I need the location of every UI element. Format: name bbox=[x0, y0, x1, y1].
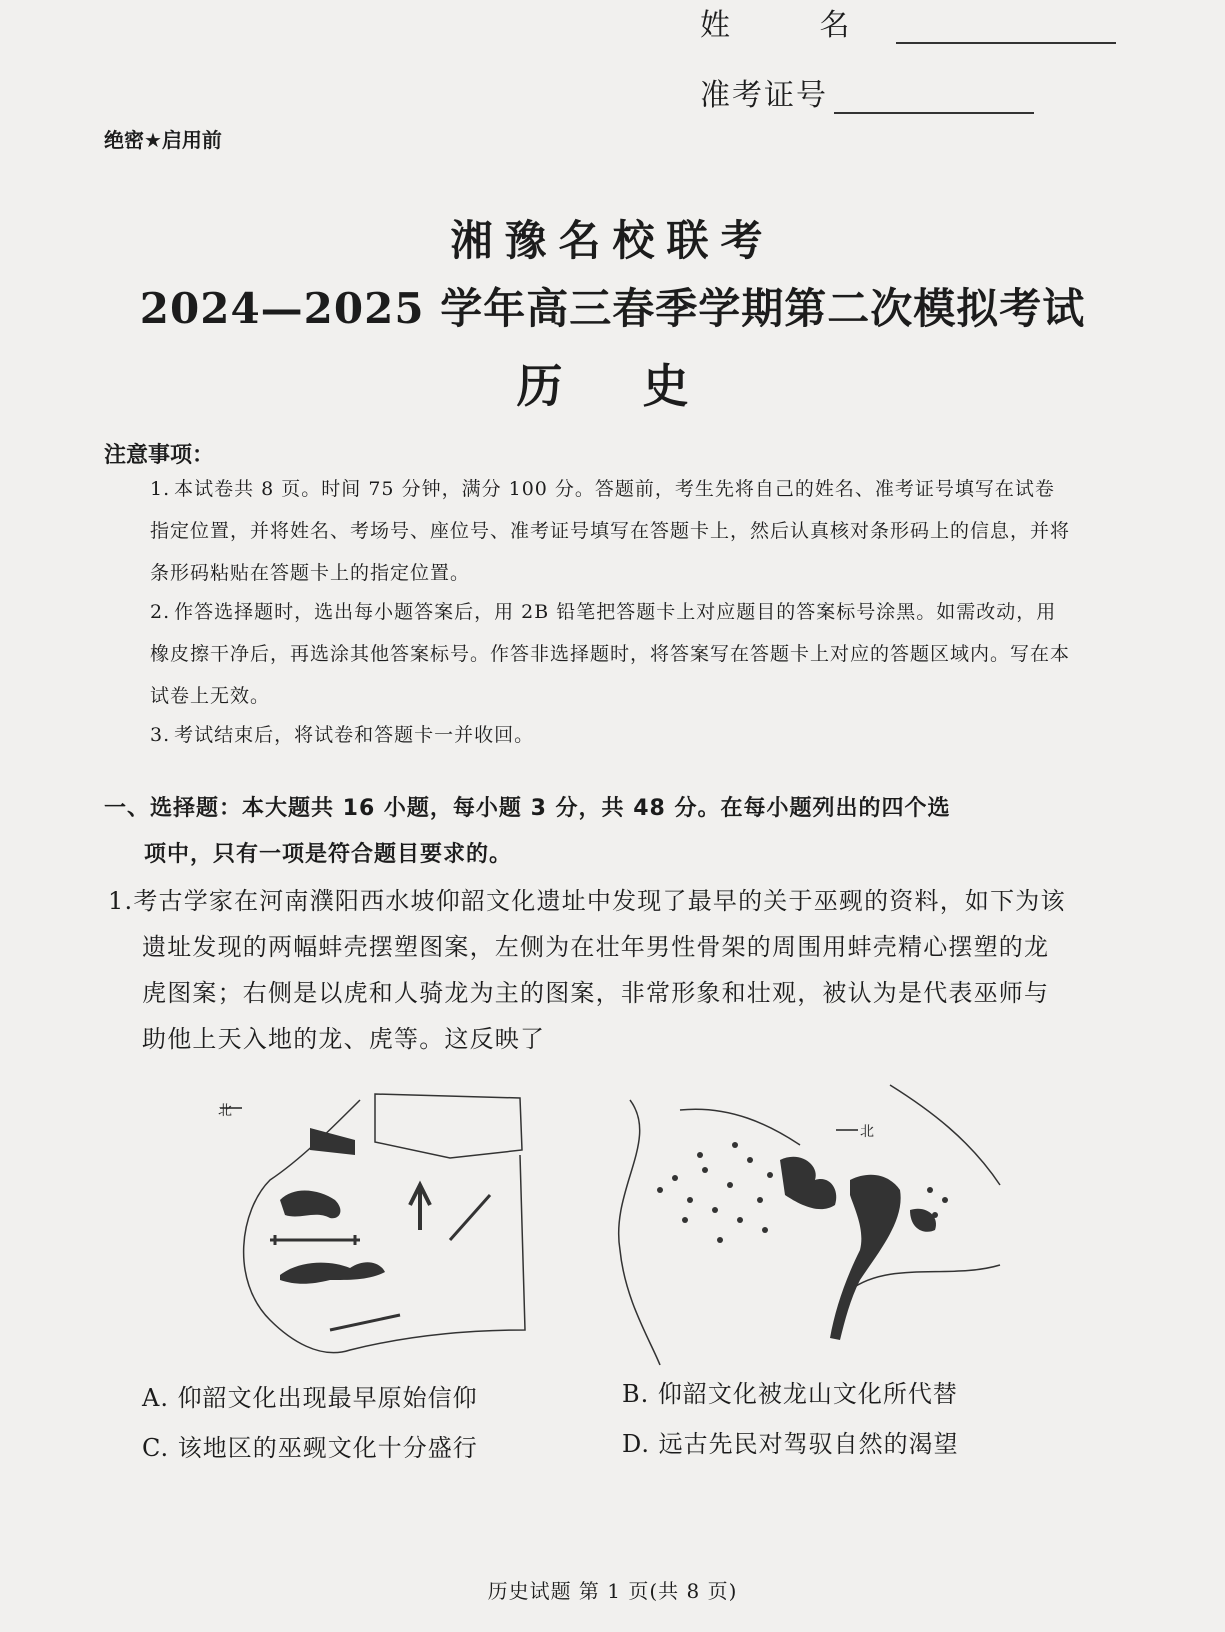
skeleton-figure bbox=[310, 1128, 355, 1155]
notice-item-number: 3. bbox=[150, 724, 171, 746]
pit-outline bbox=[680, 1109, 800, 1145]
north-label: 北 bbox=[218, 1103, 232, 1119]
shell-cluster-figure bbox=[910, 1209, 936, 1232]
skeleton-figure bbox=[450, 1195, 490, 1240]
option-b[interactable]: B. 仰韶文化被龙山文化所代替 bbox=[622, 1380, 958, 1408]
notice-item-number: 1. bbox=[150, 478, 171, 500]
shell-dragon-tiger-figure-left bbox=[210, 1080, 560, 1370]
exam-id-label: 准考证号 bbox=[700, 78, 828, 113]
option-d[interactable]: D. 远古先民对驾驭自然的渴望 bbox=[622, 1430, 959, 1458]
notice-item-text: 作答选择题时，选出每小题答案后，用 2B 铅笔把答题卡上对应题目的答案标号涂黑。如需改动，用橡皮擦干净后，再选涂其他答案标号。作答非选择题时，将答案写在答题卡上对应的答题区域内。写在本试卷上无效。 bbox=[150, 601, 1071, 707]
secret-label: 绝密★启用前 bbox=[104, 128, 222, 152]
subject-title: 历史 bbox=[516, 359, 769, 413]
page-footer: 历史试题 第 1 页(共 8 页) bbox=[487, 1579, 738, 1603]
skeleton-figure bbox=[330, 1315, 400, 1330]
pit-outline bbox=[890, 1085, 1000, 1185]
section-heading-line2: 项中，只有一项是符合题目要求的。 bbox=[144, 842, 513, 867]
question-1-body bbox=[108, 878, 1068, 1062]
section-heading-line1: 一、选择题：本大题共 16 小题，每小题 3 分，共 48 分。在每小题列出的四个选 bbox=[104, 796, 951, 821]
name-field bbox=[700, 0, 1116, 44]
exam-title: 2024—2025 学年高三春季学期第二次模拟考试 bbox=[139, 284, 1086, 333]
notice-item bbox=[150, 468, 1070, 594]
exam-id-input-line[interactable] bbox=[834, 82, 1034, 114]
notice-item bbox=[150, 591, 1070, 717]
exam-alliance-title: 湘豫名校联考 bbox=[450, 216, 775, 265]
notice-item-text: 本试卷共 8 页。时间 75 分钟，满分 100 分。答题前，考生先将自己的姓名、准考证号填写在试卷指定位置，并将姓名、考场号、座位号、准考证号填写在答题卡上，然后认真核对条形码上的信息，并将条形码粘贴在答题卡上的指定位置。 bbox=[150, 478, 1071, 584]
notice-item bbox=[150, 714, 1070, 756]
question-stem: 考古学家在河南濮阳西水坡仰韶文化遗址中发现了最早的关于巫觋的资料，如下为该遗址发现的两幅蚌壳摆塑图案，左侧为在壮年男性骨架的周围用蚌壳精心摆塑的龙虎图案；右侧是以虎和人骑龙为主的图案，非常形象和壮观，被认为是代表巫师与助他上天入地的龙、虎等。这反映了 bbox=[133, 887, 1066, 1053]
exam-id-field bbox=[700, 70, 1034, 114]
tomb-outline bbox=[375, 1094, 522, 1158]
question-number: 1. bbox=[108, 887, 134, 915]
notice-heading: 注意事项： bbox=[104, 443, 215, 468]
rider-dragon-shell-figure bbox=[780, 1157, 836, 1209]
notice-item-text: 考试结束后，将试卷和答题卡一并收回。 bbox=[174, 724, 535, 746]
pit-outline bbox=[850, 1265, 1000, 1290]
section-heading bbox=[104, 786, 1064, 878]
shell-arrow-figure bbox=[410, 1185, 430, 1230]
pit-outline bbox=[619, 1100, 660, 1365]
tiger-shell-figure bbox=[830, 1175, 901, 1340]
name-label: 姓 名 bbox=[700, 8, 890, 43]
north-label: 北 bbox=[860, 1124, 874, 1140]
notice-item-number: 2. bbox=[150, 601, 171, 623]
pit-outline bbox=[244, 1100, 525, 1353]
option-a[interactable]: A. 仰韶文化出现最早原始信仰 bbox=[142, 1384, 478, 1412]
option-c[interactable]: C. 该地区的巫觋文化十分盛行 bbox=[142, 1434, 478, 1462]
question-1 bbox=[108, 878, 1068, 1062]
name-input-line[interactable] bbox=[896, 12, 1116, 44]
dragon-shell-figure bbox=[280, 1262, 385, 1284]
tiger-shell-figure bbox=[280, 1191, 340, 1219]
shell-tiger-rider-figure-right bbox=[590, 1080, 1010, 1370]
skeleton-figure bbox=[270, 1235, 360, 1245]
